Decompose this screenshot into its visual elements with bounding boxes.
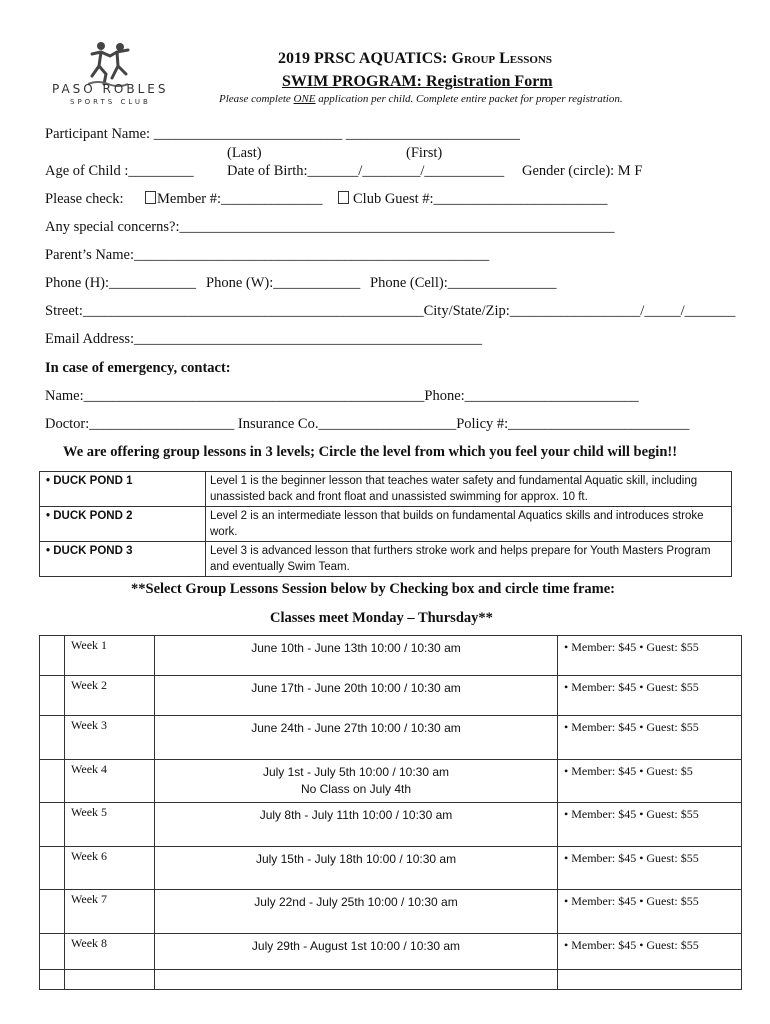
phone-cell-field[interactable]: Phone (Cell):_______________ [370, 275, 557, 291]
logo-line2: SPORTS CLUB [70, 98, 151, 106]
table-row[interactable] [40, 716, 742, 760]
title-caps: Group Lessons [451, 50, 552, 67]
week-dates: July 22nd - July 25th 10:00 / 10:30 am [155, 890, 558, 934]
please-check-label: Please check: [45, 191, 124, 207]
phone-work-field[interactable]: Phone (W):____________ [206, 275, 361, 291]
week-label: Week 5 [65, 803, 155, 847]
session-checkbox[interactable] [40, 890, 65, 934]
week-price: • Member: $45 • Guest: $5 [558, 760, 742, 803]
session-checkbox[interactable] [40, 847, 65, 890]
emergency-heading: In case of emergency, contact: [45, 360, 231, 376]
week-label: Week 4 [65, 760, 155, 803]
week-price: • Member: $45 • Guest: $55 [558, 716, 742, 760]
week-label: Week 3 [65, 716, 155, 760]
level-name: • DUCK POND 2 [40, 507, 206, 542]
logo-line1: PASO ROBLES [52, 82, 169, 96]
level-row[interactable] [40, 542, 732, 577]
week-label: Week 1 [65, 636, 155, 676]
level-name: • DUCK POND 1 [40, 472, 206, 507]
checkbox-icon[interactable] [338, 191, 349, 204]
guest-checkbox[interactable]: Club Guest #:________________________ [338, 191, 608, 208]
phone-home-field[interactable]: Phone (H):____________ [45, 275, 197, 291]
week-label: Week 7 [65, 890, 155, 934]
week-dates: July 15th - July 18th 10:00 / 10:30 am [155, 847, 558, 890]
levels-table [39, 471, 732, 577]
session-checkbox[interactable] [40, 716, 65, 760]
week-price: • Member: $45 • Guest: $55 [558, 934, 742, 970]
select-heading: **Select Group Lessons Session below by Checking box and circle time frame: [131, 581, 616, 597]
table-row[interactable] [40, 970, 742, 990]
week-dates: July 8th - July 11th 10:00 / 10:30 am [155, 803, 558, 847]
gender-field[interactable]: Gender (circle): M F [522, 163, 643, 179]
member-checkbox[interactable]: Member #:______________ [145, 191, 323, 208]
table-row[interactable] [40, 803, 742, 847]
page-title: 2019 PRSC AQUATICS: Group Lessons [278, 50, 552, 67]
week-dates: July 1st - July 5th 10:00 / 10:30 am No Class on July 4th [155, 760, 558, 803]
schedule-table [39, 635, 742, 990]
level-desc: Level 2 is an intermediate lesson that builds on fundamental Aquatics skills and introduces stroke work. [206, 507, 732, 542]
table-row[interactable] [40, 636, 742, 676]
page-subtitle: SWIM PROGRAM: Registration Form [282, 73, 553, 90]
table-row[interactable] [40, 847, 742, 890]
week-label: Week 2 [65, 676, 155, 716]
table-row[interactable] [40, 760, 742, 803]
parent-name-field[interactable]: Parent’s Name:_________________________________________________ [45, 247, 490, 263]
week-dates: July 29th - August 1st 10:00 / 10:30 am [155, 934, 558, 970]
participant-name-field[interactable]: Participant Name: __________________________ ________________________ [45, 126, 520, 142]
week-price: • Member: $45 • Guest: $55 [558, 636, 742, 676]
doctor-field[interactable]: Doctor:____________________ Insurance Co.___________________Policy #:_________________________ [45, 416, 690, 432]
last-label: (Last) [227, 145, 262, 161]
week-price: • Member: $45 • Guest: $55 [558, 890, 742, 934]
session-checkbox[interactable] [40, 676, 65, 716]
week-dates: June 10th - June 13th 10:00 / 10:30 am [155, 636, 558, 676]
first-label: (First) [406, 145, 443, 161]
week-price: • Member: $45 • Guest: $55 [558, 847, 742, 890]
session-checkbox[interactable] [40, 636, 65, 676]
level-desc: Level 3 is advanced lesson that furthers stroke work and helps prepare for Youth Masters Program and eventually Swim Team. [206, 542, 732, 577]
instructions: Please complete ONE application per child. Complete entire packet for proper registration. [219, 93, 623, 105]
table-row[interactable] [40, 890, 742, 934]
table-row[interactable] [40, 934, 742, 970]
emergency-name-field[interactable]: Name:_______________________________________________Phone:________________________ [45, 388, 639, 404]
age-field[interactable]: Age of Child :_________ [45, 163, 194, 179]
classes-heading: Classes meet Monday – Thursday** [270, 610, 493, 626]
session-checkbox[interactable] [40, 760, 65, 803]
dob-field[interactable]: Date of Birth:_______/________/___________ [227, 163, 505, 179]
level-name: • DUCK POND 3 [40, 542, 206, 577]
week-label: Week 8 [65, 934, 155, 970]
checkbox-icon[interactable] [145, 191, 156, 204]
week-price: • Member: $45 • Guest: $55 [558, 676, 742, 716]
week-label: Week 6 [65, 847, 155, 890]
street-field[interactable]: Street:_______________________________________________City/State/Zip:__________________/_____/_______ [45, 303, 736, 319]
session-checkbox[interactable] [40, 970, 65, 990]
levels-heading: We are offering group lessons in 3 levels; Circle the level from which you feel your child will begin!! [63, 444, 678, 460]
week-dates: June 24th - June 27th 10:00 / 10:30 am [155, 716, 558, 760]
week-price: • Member: $45 • Guest: $55 [558, 803, 742, 847]
table-row[interactable] [40, 676, 742, 716]
level-desc: Level 1 is the beginner lesson that teaches water safety and fundamental Aquatic skill, including unassisted back and front float and unassisted swimming for approx. 10 ft. [206, 472, 732, 507]
email-field[interactable]: Email Address:________________________________________________ [45, 331, 483, 347]
special-concerns-field[interactable]: Any special concerns?:____________________________________________________________ [45, 219, 615, 235]
level-row[interactable] [40, 472, 732, 507]
session-checkbox[interactable] [40, 803, 65, 847]
level-row[interactable] [40, 507, 732, 542]
week-dates: June 17th - June 20th 10:00 / 10:30 am [155, 676, 558, 716]
session-checkbox[interactable] [40, 934, 65, 970]
swimmer-figures-icon [84, 40, 134, 88]
